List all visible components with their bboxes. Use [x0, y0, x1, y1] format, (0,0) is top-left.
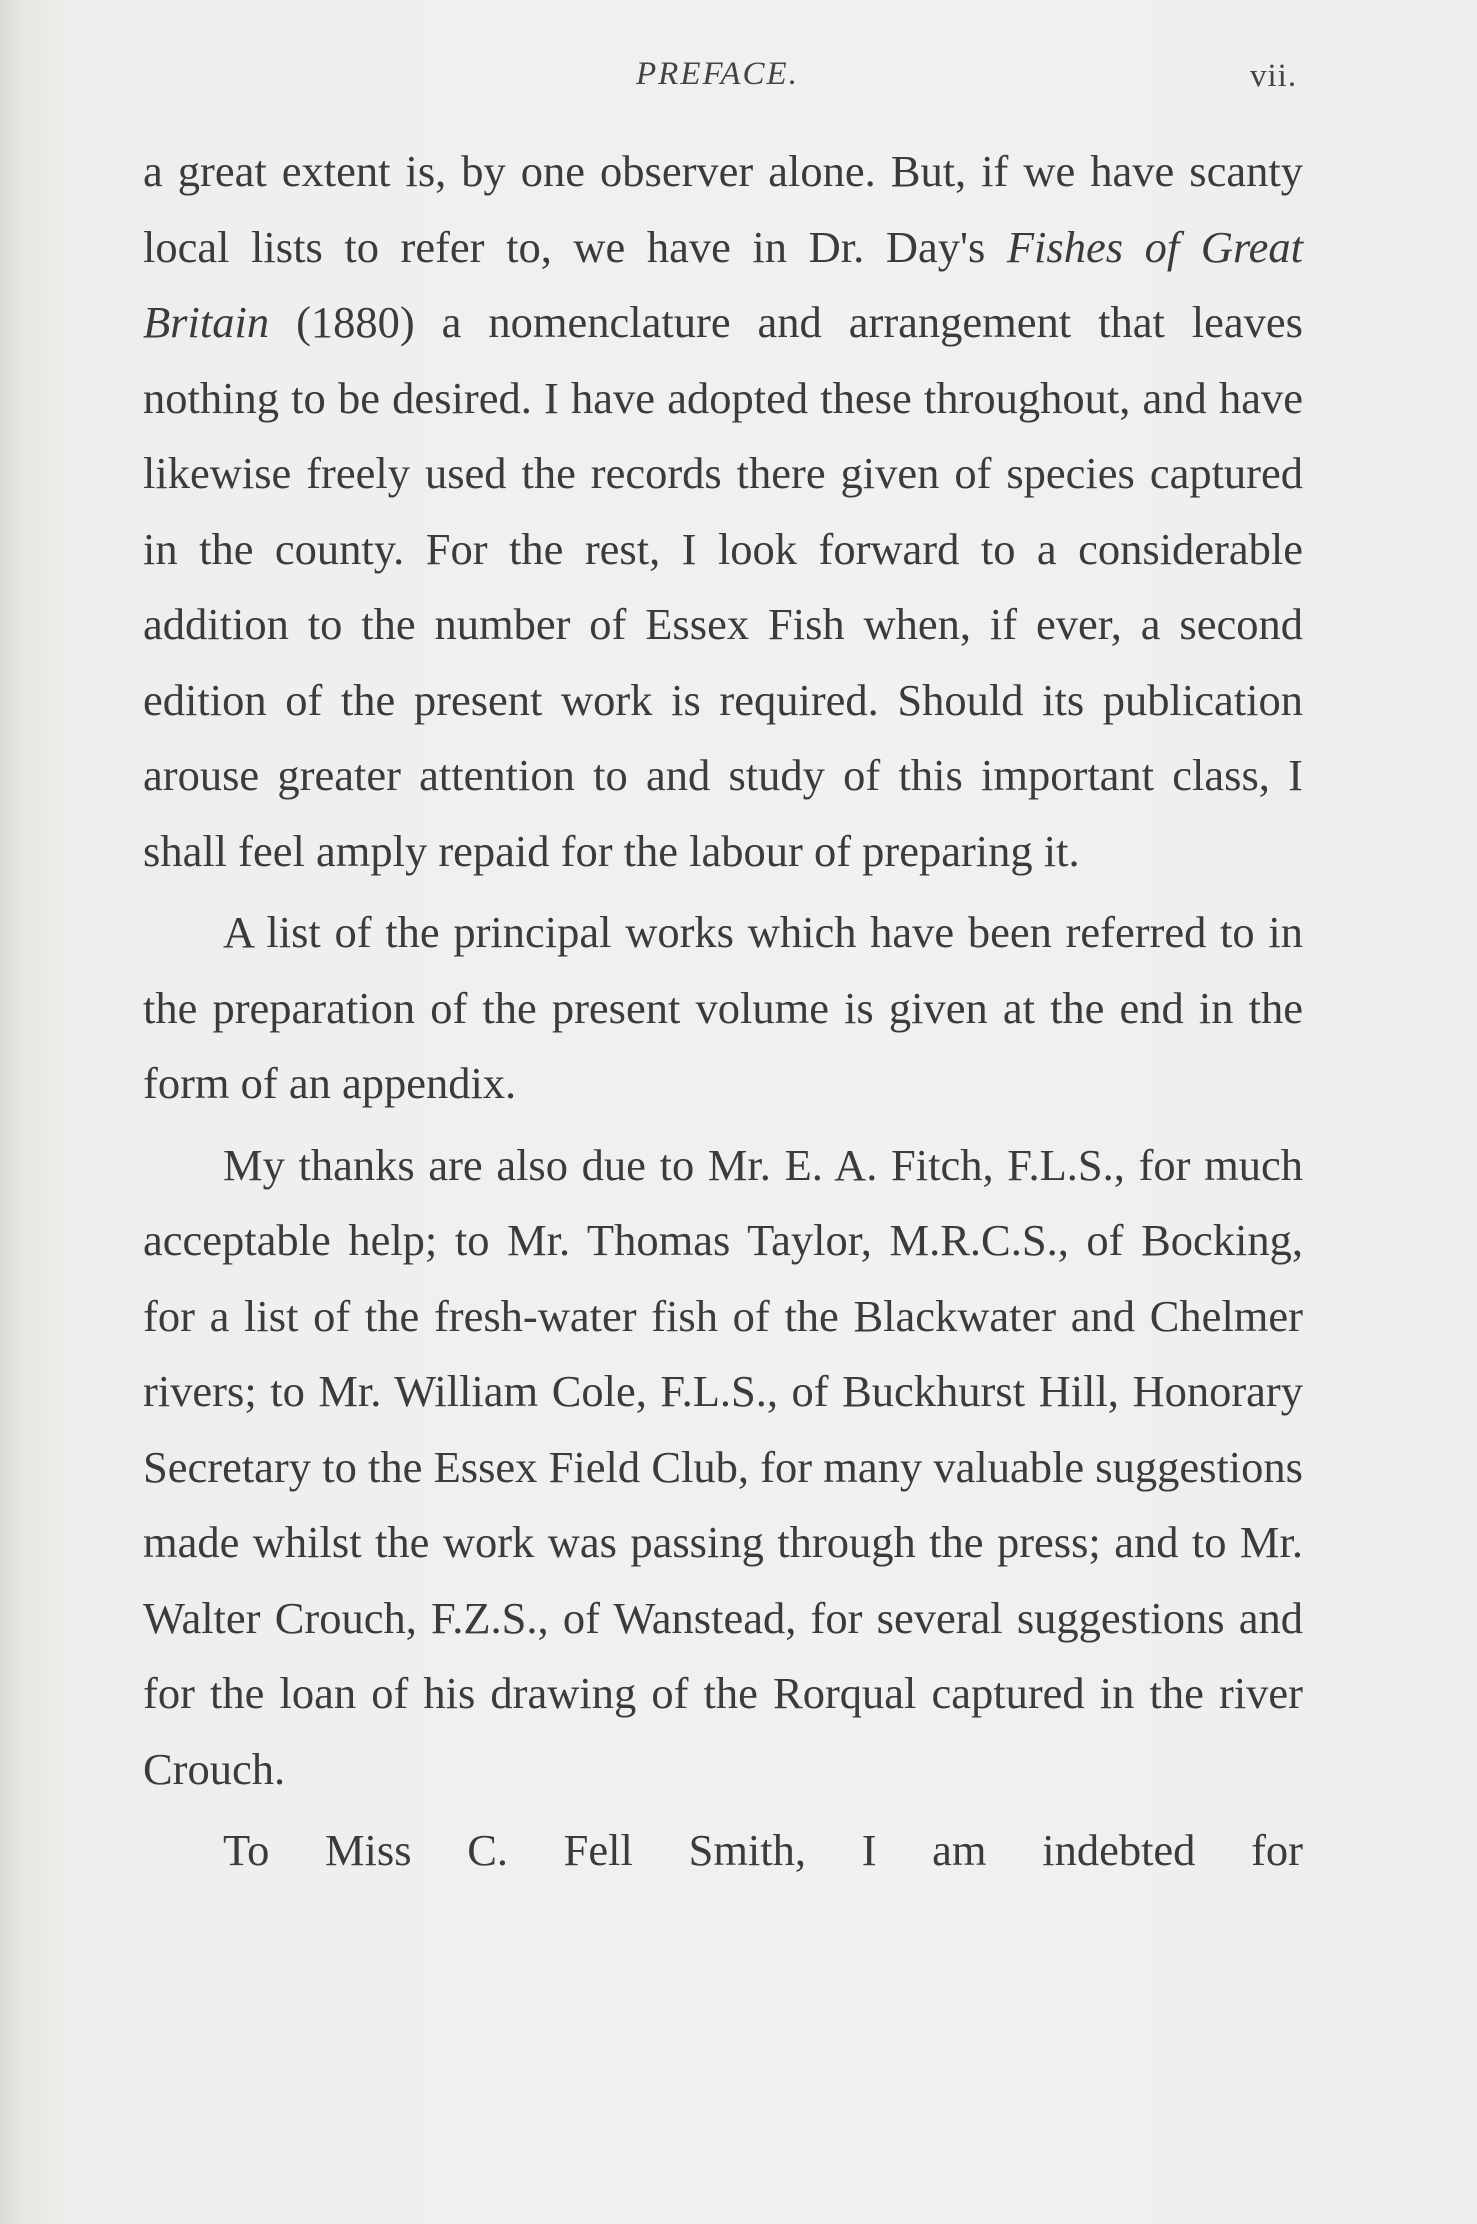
paragraph-continuation — [143, 134, 1303, 889]
paragraph-works-list: A list of the principal works which have been referred to in the preparation of the present volume is given at the end in the form of an appendix. — [143, 907, 1303, 1108]
paragraph-acknowledgements: My thanks are also due to Mr. E. A. Fitch, F.L.S., for much acceptable help; to Mr. Thomas Taylor, M.R.C.S., of Bocking, for a list of the fresh-water fish of the Blackwater and Chelmer rivers; to Mr. William Cole, F.L.S., of Buckhurst Hill, Honorary Secretary to the Essex Field Club, for many valuable suggestions made whilst the work was passing through the press; and to Mr. Walter Crouch, F.Z.S., of Wanstead, for several suggestions and for the loan of his drawing of the Rorqual captured in the river Crouch. — [143, 1139, 1303, 1794]
paragraph-text: a great extent is, by one observer alone. But, if we have scanty local lists to refer to, we have in Dr. Day's — [143, 146, 1303, 272]
running-title: PREFACE. — [636, 56, 799, 92]
body-text — [143, 134, 1303, 1889]
running-head — [0, 56, 1477, 106]
paragraph-final: To Miss C. Fell Smith, I am indebted for — [223, 1825, 1303, 1875]
book-title: Fishes of Great Britain — [143, 221, 1303, 347]
paragraph-text: (1880) a nomenclature and arrangement that leaves nothing to be desired. I have adopted these throughout, and have likewise freely used the records there given of species captured in the county. For the rest, I look forward to a considerable addition to the number of Essex Fish when, if ever, a second edition of the present work is required. Should its publication arouse greater attention to and study of this important class, I shall feel amply repaid for the labour of preparing it. — [143, 297, 1303, 876]
page-number: vii. — [1250, 58, 1298, 94]
